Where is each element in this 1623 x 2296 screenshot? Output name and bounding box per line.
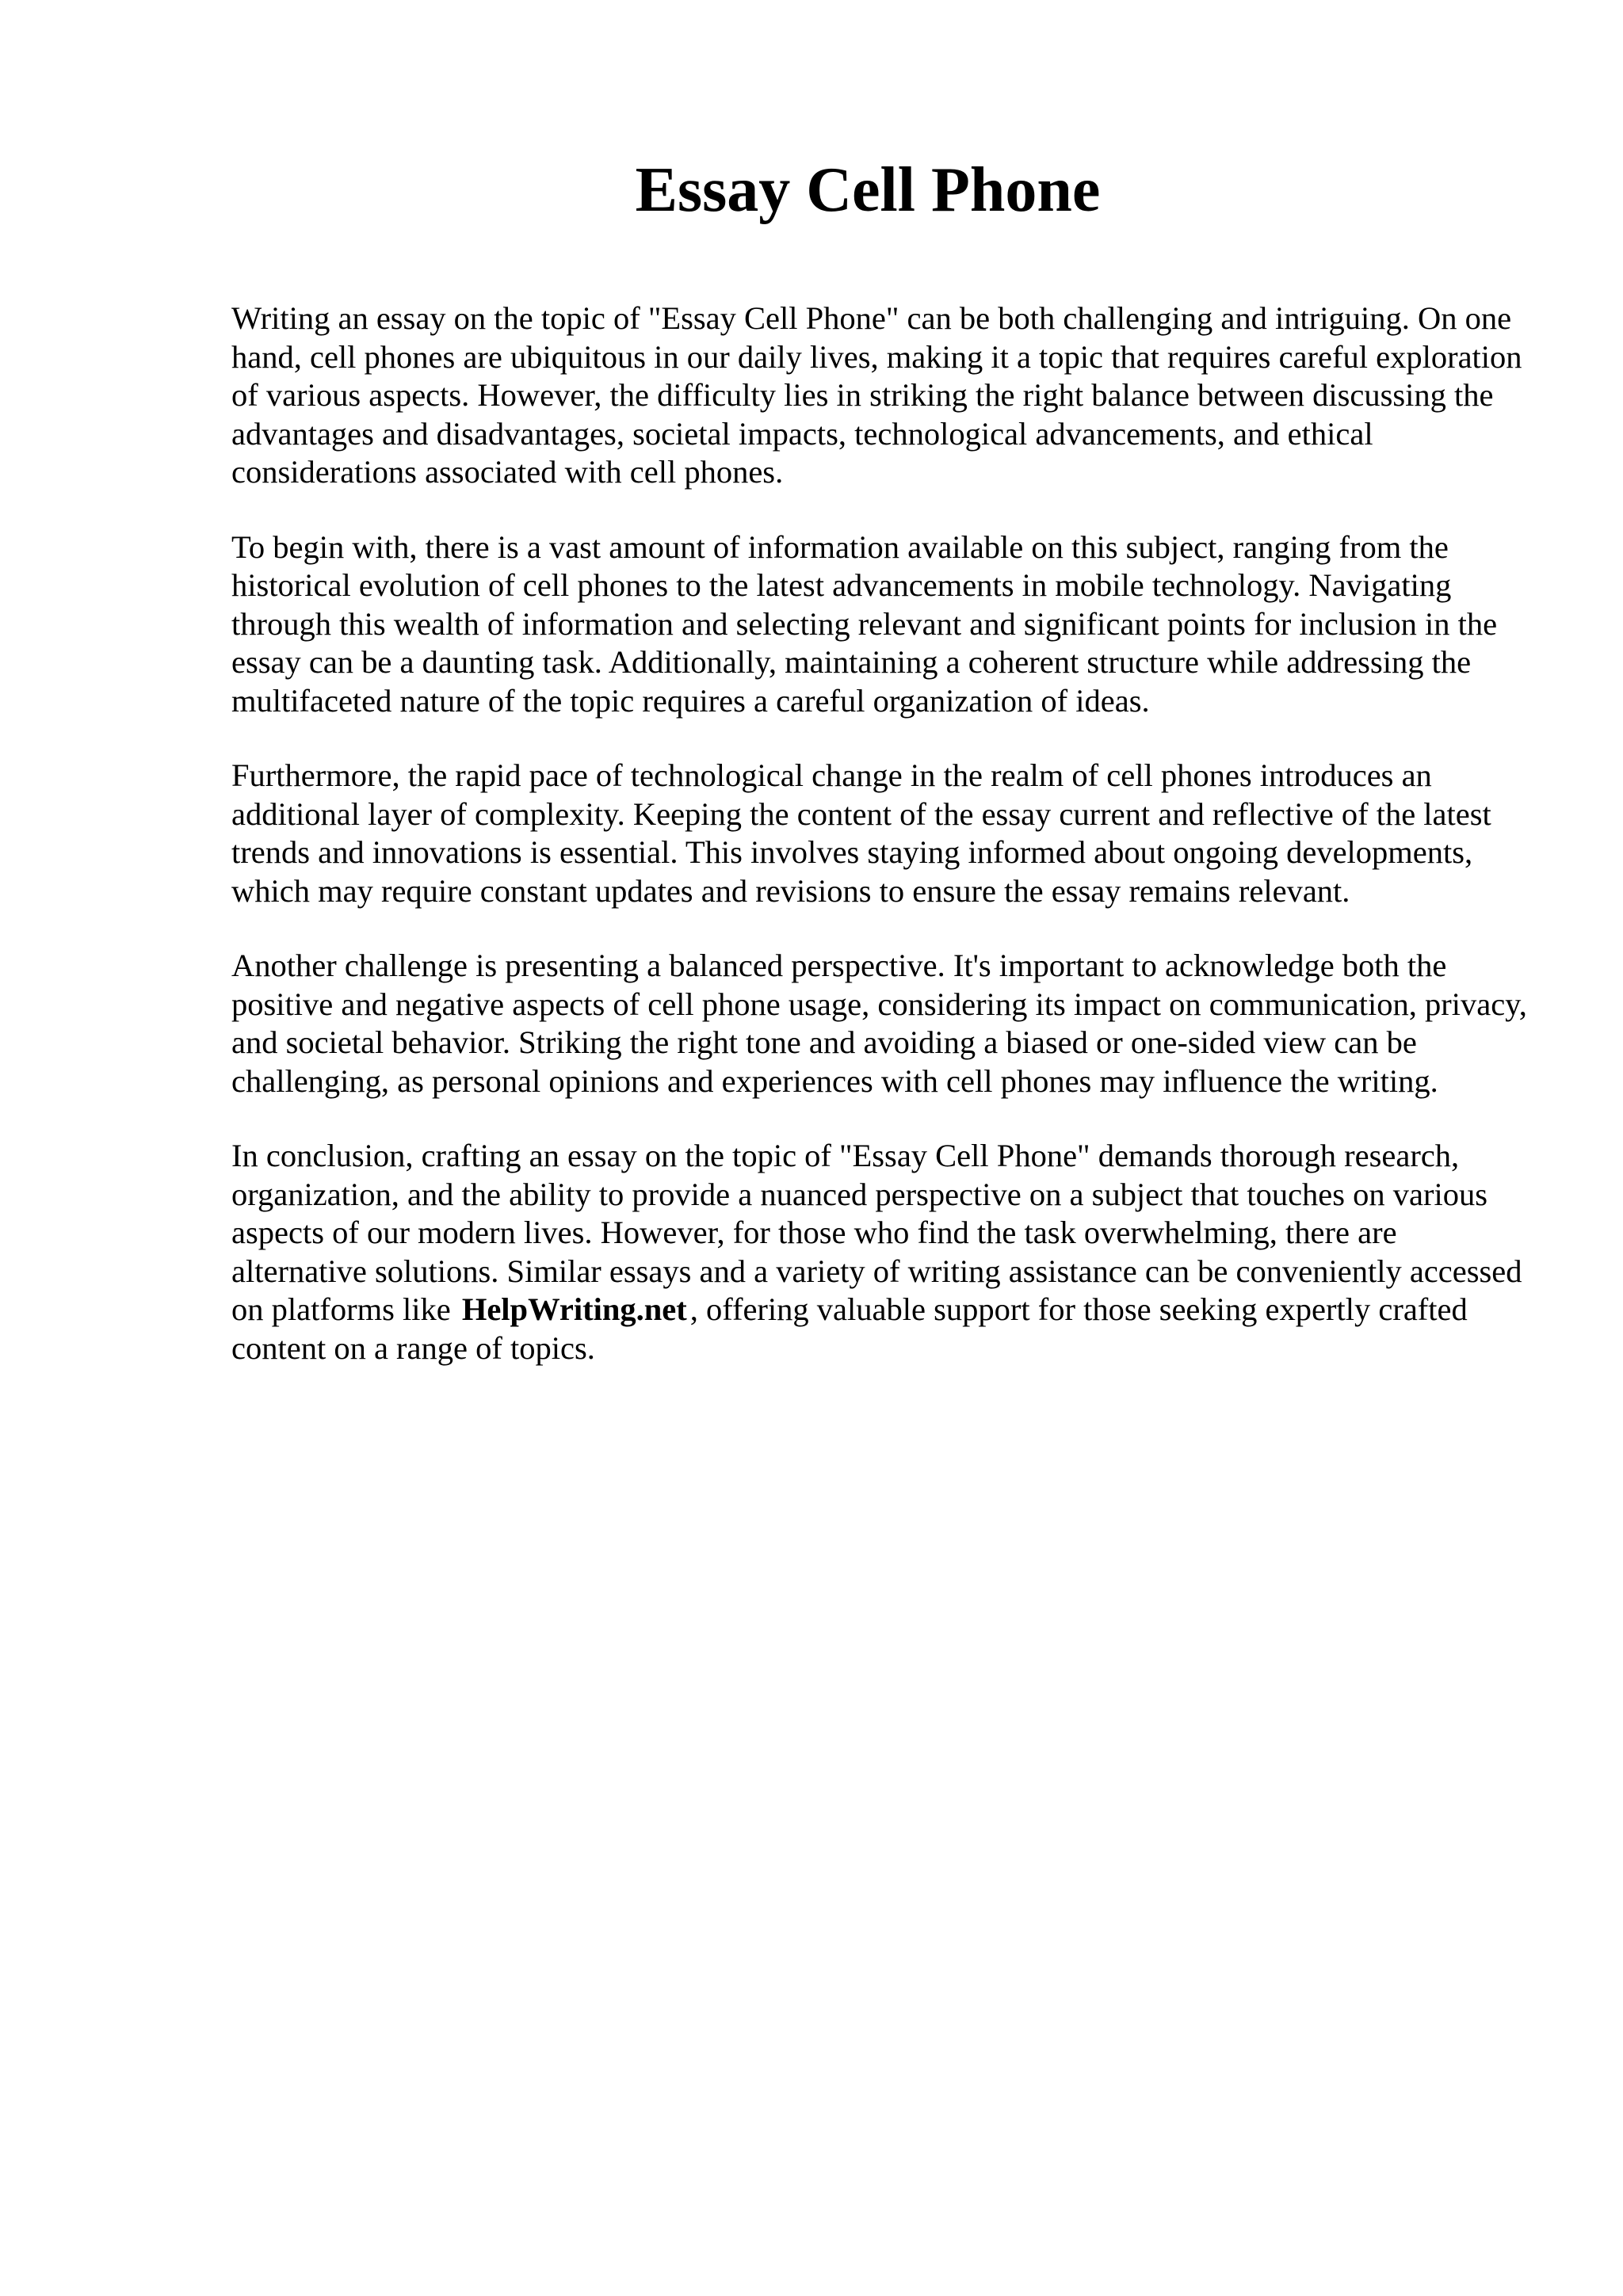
conclusion-text: In conclusion, crafting an essay on the topic of "Essay Cell Phone" demands thorough research, organization, and the ability to provide a nuanced perspective on a subject that touches on various aspects of our modern lives. However, for those who find the task overwhelming, there are alternative solutions. Similar essays and a variety of writing assistance can be conveniently accessed on platforms like <box>231 1138 1522 1327</box>
paragraph-3: Furthermore, the rapid pace of technological change in the realm of cell phones introduces an additional layer of complexity. Keeping the content of the essay current and reflective of the latest trends and innovations is essential. This involves staying informed about ongoing developments, which may require constant updates and revisions to ensure the essay remains relevant. <box>231 757 1491 909</box>
paragraph-2: To begin with, there is a vast amount of information available on this subject, ranging from the historical evolution of cell phones to the latest advancements in mobile technology. Navigating through this wealth of information and selecting relevant and significant points for inclusion in the essay can be a daunting task. Additionally, maintaining a coherent structure while addressing the multifaceted nature of the topic requires a careful organization of ideas. <box>231 528 1498 719</box>
paragraph-4: Another challenge is presenting a balanced perspective. It's important to acknowledge both the positive and negative aspects of cell phone usage, considering its impact on communication, privacy, and societal behavior. Striking the right tone and avoiding a biased or one-sided view can be challenging, as personal opinions and experiences with cell phones may influence the writing. <box>231 948 1527 1099</box>
conclusion-text-end: , offering valuable support for those seeking expertly crafted content on a range of topics. <box>231 1291 1468 1366</box>
document-body <box>231 299 1531 1404</box>
document-title: Essay Cell Phone <box>635 155 1101 225</box>
helpwriting-link[interactable]: HelpWriting.net <box>461 1291 687 1327</box>
paragraph-1: Writing an essay on the topic of "Essay Cell Phone" can be both challenging and intriguing. On one hand, cell phones are ubiquitous in our daily lives, making it a topic that requires careful exploration of various aspects. However, the difficulty lies in striking the right balance between discussing the advantages and disadvantages, societal impacts, technological advancements, and ethical considerations associated with cell phones. <box>231 300 1522 490</box>
paragraph-conclusion <box>231 1137 1531 1367</box>
